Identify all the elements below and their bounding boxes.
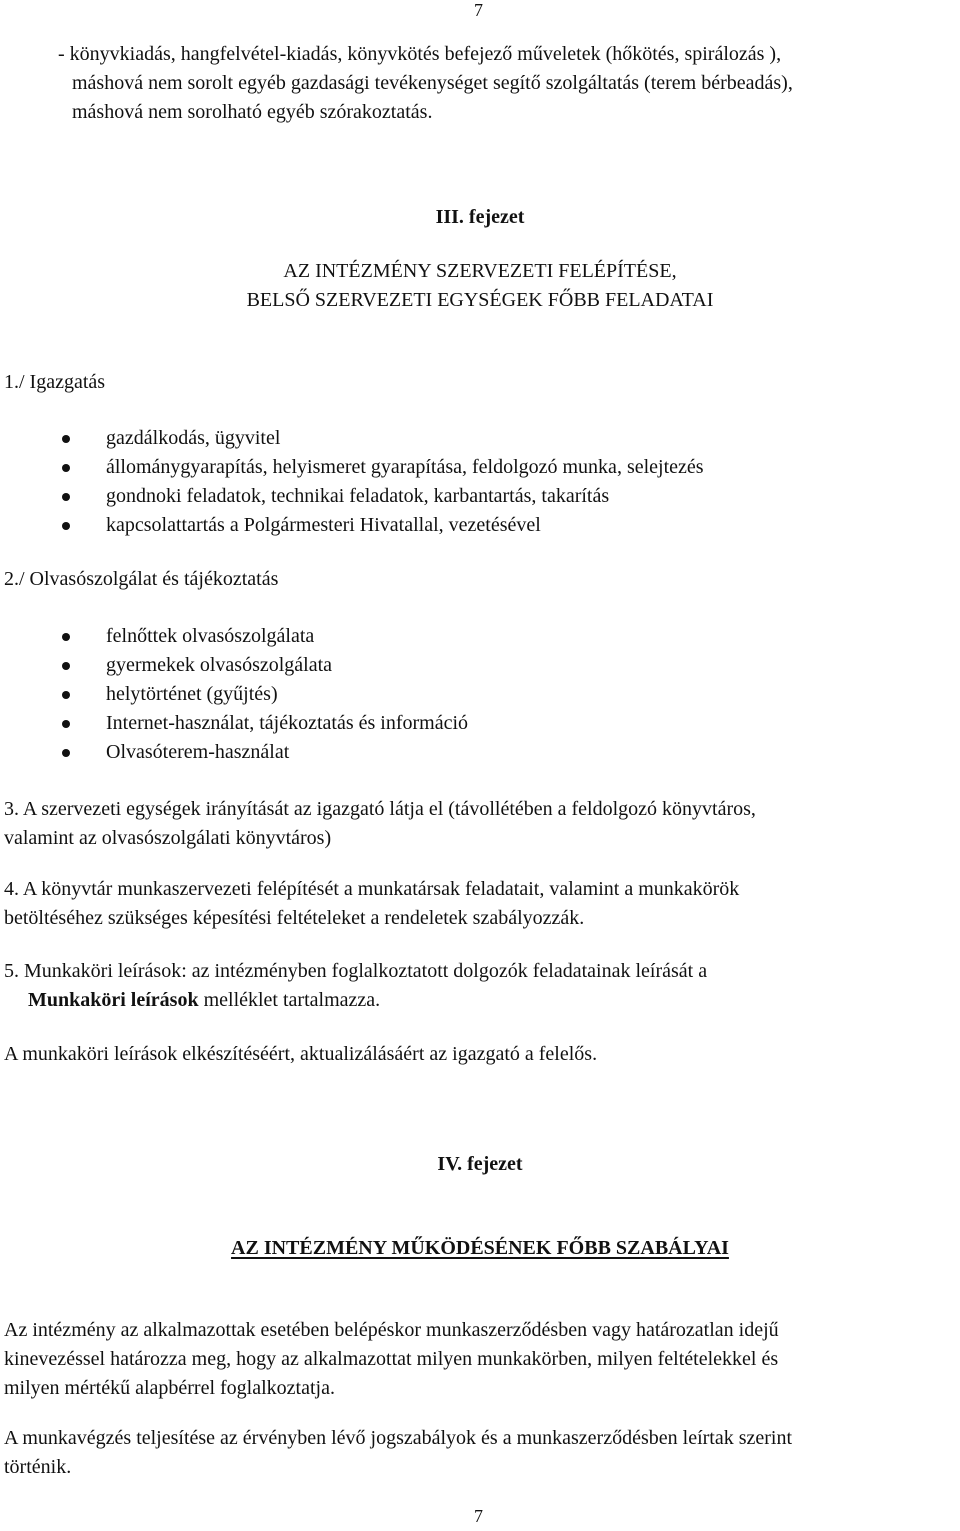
paragraph-8: A munkavégzés teljesítése az érvényben lévő jogszabályok és a munkaszerződésben leírtak szerint történik. — [4, 1427, 793, 1478]
bullet-icon — [62, 720, 70, 728]
chapter3-subtitle-line2: BELSŐ SZERVEZETI EGYSÉGEK FŐBB FELADATAI — [246, 289, 714, 311]
list-item: gondnoki feladatok, technikai feladatok, karbantartás, takarítás — [62, 482, 704, 511]
list-item: gazdálkodás, ügyvitel — [62, 424, 704, 453]
list-item: helytörténet (gyűjtés) — [62, 680, 468, 709]
chapter4-subtitle: AZ INTÉZMÉNY MŰKÖDÉSÉNEK FŐBB SZABÁLYAI — [231, 1237, 729, 1259]
list-item: állománygyarapítás, helyismeret gyarapítása, feldolgozó munka, selejtezés — [62, 453, 704, 482]
section2-heading: 2./ Olvasószolgálat és tájékoztatás — [4, 568, 279, 590]
attachment-name: Munkaköri leírások — [28, 989, 199, 1011]
bullet-icon — [62, 522, 70, 530]
paragraph-4: 4. A könyvtár munkaszervezeti felépítését a munkatársak feladatait, valamint a munkakörök betöltéséhez szükséges képesítési feltételeket a rendeletek szabályozzák. — [4, 878, 740, 929]
bullet-icon — [62, 749, 70, 757]
section2-list — [62, 622, 468, 767]
list-item: Internet-használat, tájékoztatás és információ — [62, 709, 468, 738]
bullet-icon — [62, 435, 70, 443]
intro-line: máshová nem sorolt egyéb gazdasági tevékenységet segítő szolgáltatás (terem bérbeadás), — [72, 72, 793, 94]
bullet-icon — [62, 464, 70, 472]
paragraph-5: 5. Munkaköri leírások: az intézményben foglalkoztatott dolgozók feladatainak leírását a Munkaköri leírások melléklet tartalmazza. — [4, 960, 708, 1011]
chapter3-title: III. fejezet — [435, 206, 525, 228]
list-item: felnőttek olvasószolgálata — [62, 622, 468, 651]
list-item: gyermekek olvasószolgálata — [62, 651, 468, 680]
paragraph-6: A munkaköri leírások elkészítéséért, aktualizálásáért az igazgató a felelős. — [4, 1043, 598, 1065]
intro-line: - könyvkiadás, hangfelvétel-kiadás, könyvkötés befejező műveletek (hőkötés, spirálozás ), — [58, 43, 782, 65]
paragraph-3: 3. A szervezeti egységek irányítását az igazgató látja el (távollétében a feldolgozó könyvtáros, valamint az olvasószolgálati könyvtáros) — [4, 798, 756, 849]
chapter3-subtitle-line1: AZ INTÉZMÉNY SZERVEZETI FELÉPÍTÉSE, — [283, 260, 677, 282]
section1-list — [62, 424, 704, 540]
page-number-bottom: 7 — [474, 1506, 483, 1526]
page-number-top: 7 — [474, 0, 483, 20]
bullet-icon — [62, 691, 70, 699]
list-item: kapcsolattartás a Polgármesteri Hivatallal, vezetésével — [62, 511, 704, 540]
bullet-icon — [62, 493, 70, 501]
intro-paragraph — [58, 40, 953, 127]
section1-heading: 1./ Igazgatás — [4, 371, 106, 393]
intro-line: máshová nem sorolható egyéb szórakoztatás. — [72, 101, 433, 123]
paragraph-7: Az intézmény az alkalmazottak esetében belépéskor munkaszerződésben vagy határozatlan idejű kinevezéssel határozza meg, hogy az alkalmazottat milyen munkakörben, milyen feltételekkel és milyen mértékű alapbérrel foglalkoztatja. — [4, 1319, 779, 1399]
chapter4-title: IV. fejezet — [437, 1153, 523, 1175]
list-item: Olvasóterem-használat — [62, 738, 468, 767]
bullet-icon — [62, 633, 70, 641]
bullet-icon — [62, 662, 70, 670]
